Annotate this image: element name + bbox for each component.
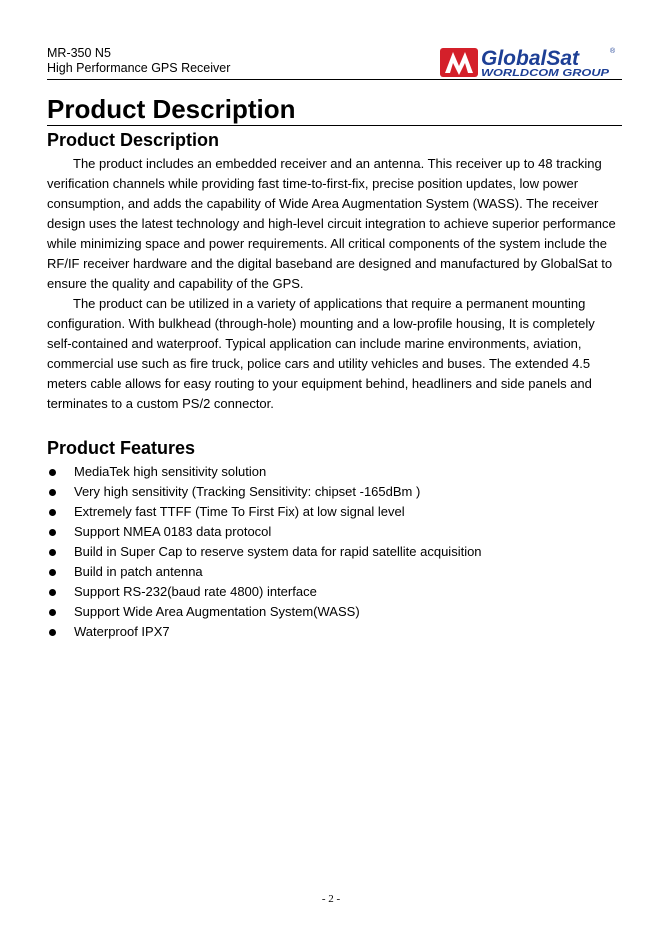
header-subtitle: High Performance GPS Receiver <box>47 61 231 75</box>
feature-item <box>47 542 482 562</box>
feature-item <box>47 602 482 622</box>
bullet-icon <box>49 529 56 536</box>
bullet-icon <box>49 569 56 576</box>
description-body <box>47 154 622 414</box>
bullet-icon <box>49 469 56 476</box>
feature-item <box>47 502 482 522</box>
feature-text: Build in Super Cap to reserve system data for rapid satellite acquisition <box>74 544 482 559</box>
feature-text: Very high sensitivity (Tracking Sensitivity: chipset -165dBm ) <box>74 484 421 499</box>
features-list <box>47 462 482 642</box>
logo-group-text: WORLDCOM GROUP <box>481 68 610 78</box>
feature-text: Build in patch antenna <box>74 564 203 579</box>
page-title: Product Description <box>47 93 622 126</box>
logo-mark-icon <box>440 48 478 77</box>
feature-text: Support RS-232(baud rate 4800) interface <box>74 584 317 599</box>
description-paragraph: The product includes an embedded receiver and an antenna. This receiver up to 48 tracking verification channels while providing fast time-to-first-fix, precise position updates, low power consumption, and adds the capability of Wide Area Augmentation System (WASS). The receiver design uses the latest technology and high-level circuit integration to achieve superior performance while minimizing space and power requirements. All critical components of the system include the RF/IF receiver hardware and the digital baseband are designed and manufactured by GlobalSat to ensure the quality and capability of the GPS. <box>47 156 616 291</box>
bullet-icon <box>49 549 56 556</box>
description-section-title: Product Description <box>47 130 220 150</box>
feature-text: Support NMEA 0183 data protocol <box>74 524 272 539</box>
feature-item <box>47 462 482 482</box>
feature-item <box>47 562 482 582</box>
bullet-icon <box>49 609 56 616</box>
features-section-title: Product Features <box>47 438 196 458</box>
globalsat-logo <box>440 45 618 78</box>
bullet-icon <box>49 589 56 596</box>
feature-text: Support Wide Area Augmentation System(WASS) <box>74 604 360 619</box>
page-number: - 2 - <box>321 893 341 905</box>
feature-item <box>47 482 482 502</box>
description-paragraph: The product can be utilized in a variety of applications that require a permanent mounting configuration. With bulkhead (through-hole) mounting and a low-profile housing, It is completely self-contained and waterproof. Typical application can include marine environments, aviation, commercial use such as fire truck, police cars and utility vehicles and buses. The extended 4.5 meters cable allows for easy routing to your equipment behind, headliners and side panels and terminates to a custom PS/2 connector. <box>47 296 595 411</box>
page-header <box>47 44 622 80</box>
feature-item <box>47 582 482 602</box>
feature-text: MediaTek high sensitivity solution <box>74 464 267 479</box>
bullet-icon <box>49 489 56 496</box>
feature-text: Waterproof IPX7 <box>74 624 170 639</box>
feature-item <box>47 622 482 642</box>
feature-text: Extremely fast TTFF (Time To First Fix) at low signal level <box>74 504 405 519</box>
bullet-icon <box>49 629 56 636</box>
feature-item <box>47 522 482 542</box>
bullet-icon <box>49 509 56 516</box>
header-model: MR-350 N5 <box>47 46 111 60</box>
logo-registered-mark: ® <box>610 48 616 55</box>
logo-brand-text: GlobalSat <box>481 47 580 70</box>
